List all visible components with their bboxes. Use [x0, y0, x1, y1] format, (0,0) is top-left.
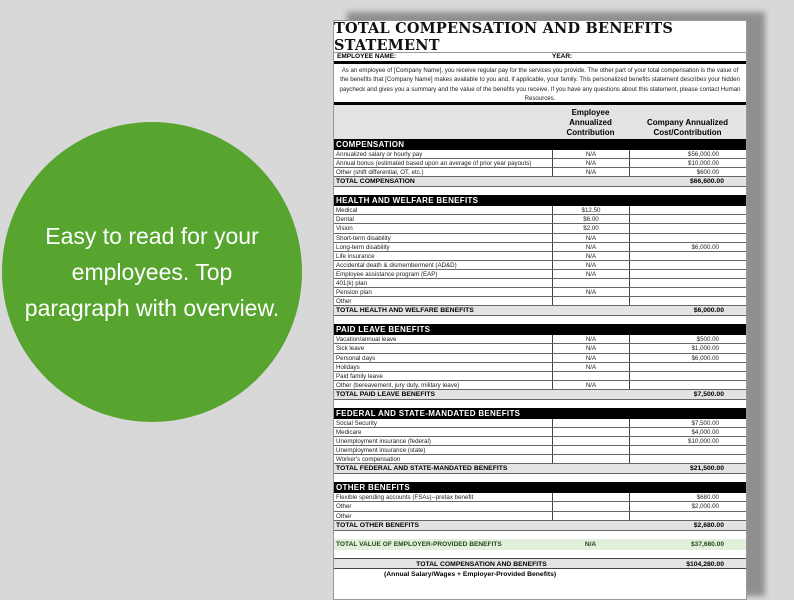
- employer-total-label: TOTAL VALUE OF EMPLOYER-PROVIDED BENEFITS: [336, 540, 502, 548]
- grand-total-row: [334, 558, 746, 569]
- section-total-row: [334, 177, 746, 187]
- employee-contribution: $12.50: [552, 206, 629, 214]
- employee-contribution: [552, 512, 629, 520]
- section-total-label: TOTAL FEDERAL AND STATE-MANDATED BENEFITS: [336, 465, 508, 473]
- section-header: PAID LEAVE BENEFITS: [334, 324, 746, 335]
- table-row: [334, 502, 746, 511]
- grand-total-value: $104,280.00: [686, 560, 724, 568]
- company-contribution: [629, 234, 746, 242]
- company-contribution: [629, 363, 746, 371]
- intro-paragraph: As an employee of [Company Name], you receive regular pay for the services you provide. The other part of your total compensation is the value of the benefits that [Company Name] makes available to you and, if applicable, your family. This personalized benefits statement describes your hidden paycheck and gives you a summary and the value of the benefits you receive. If you have any questions about this statement, please contact Human Resources.: [334, 64, 746, 105]
- employee-contribution: [552, 279, 629, 287]
- section-total-row: [334, 306, 746, 316]
- company-contribution: $600.00: [629, 168, 746, 176]
- company-contribution: [629, 455, 746, 463]
- row-label: Unemployment insurance (state): [336, 447, 426, 455]
- employee-contribution: [552, 372, 629, 380]
- employee-contribution: N/A: [552, 261, 629, 269]
- section-total-row: [334, 521, 746, 531]
- table-row: [334, 270, 746, 279]
- row-label: Other: [336, 503, 352, 511]
- row-label: Accidental death & dismemberment (AD&D): [336, 261, 457, 269]
- row-label: Other (shift differential, OT, etc.): [336, 169, 424, 177]
- row-label: Dental: [336, 216, 354, 224]
- company-contribution: [629, 297, 746, 305]
- row-label: Personal days: [336, 354, 376, 362]
- company-contribution-header: Company Annualized Cost/Contribution: [646, 118, 729, 137]
- row-label: Worker's compensation: [336, 456, 401, 464]
- table-row: [334, 297, 746, 306]
- row-label: Holidays: [336, 363, 360, 371]
- company-contribution: $2,000.00: [629, 502, 746, 510]
- company-contribution: [629, 288, 746, 296]
- employee-contribution: [552, 297, 629, 305]
- company-contribution: $4,000.00: [629, 428, 746, 436]
- row-label: Vacation/annual leave: [336, 336, 397, 344]
- company-contribution: $10,000.00: [629, 159, 746, 167]
- employee-contribution: [552, 493, 629, 501]
- employee-contribution: N/A: [552, 354, 629, 362]
- table-row: [334, 288, 746, 297]
- table-row: [334, 150, 746, 159]
- row-label: Paid family leave: [336, 372, 383, 380]
- row-label: Sick leave: [336, 345, 365, 353]
- row-label: 401(k) plan: [336, 280, 367, 288]
- company-contribution: [629, 261, 746, 269]
- table-row: [334, 215, 746, 224]
- section-header: COMPENSATION: [334, 139, 746, 150]
- row-label: Social Security: [336, 419, 377, 427]
- table-row: [334, 168, 746, 177]
- table-row: [334, 252, 746, 261]
- company-contribution: [629, 215, 746, 223]
- employee-contribution: [552, 502, 629, 510]
- employee-contribution: N/A: [552, 150, 629, 158]
- section-header: FEDERAL AND STATE-MANDATED BENEFITS: [334, 408, 746, 419]
- table-row: [334, 224, 746, 233]
- company-contribution: [629, 279, 746, 287]
- company-contribution: [629, 381, 746, 389]
- row-label: Other: [336, 512, 352, 520]
- row-label: Annual bonus (estimated based upon an average of prior year payouts): [336, 160, 532, 168]
- employee-name-label: EMPLOYEE NAME:: [337, 53, 397, 60]
- promo-circle: [2, 122, 302, 422]
- employee-contribution: [552, 419, 629, 427]
- employee-contribution: N/A: [552, 363, 629, 371]
- section-total-label: TOTAL COMPENSATION: [336, 178, 415, 186]
- row-label: Vision: [336, 225, 353, 233]
- company-contribution: $6,000.00: [629, 354, 746, 362]
- company-contribution: $56,000.00: [629, 150, 746, 158]
- grand-total-note: (Annual Salary/Wages + Employer-Provided Benefits): [384, 570, 557, 578]
- company-contribution: [629, 270, 746, 278]
- table-row: [334, 279, 746, 288]
- section-total-value: $66,600.00: [689, 178, 724, 186]
- table-row: [334, 354, 746, 363]
- row-label: Employee assistance program (EAP): [336, 270, 438, 278]
- table-row: [334, 372, 746, 381]
- row-label: Pension plan: [336, 289, 372, 297]
- employee-contribution: $2.00: [552, 224, 629, 232]
- table-row: [334, 344, 746, 353]
- table-row: [334, 159, 746, 168]
- table-row: [334, 437, 746, 446]
- row-label: Annualized salary or hourly pay: [336, 151, 423, 158]
- section-total-value: $6,000.00: [693, 307, 724, 315]
- employer-benefits-total-row: [334, 539, 746, 550]
- section-total-row: [334, 390, 746, 400]
- promo-text: Easy to read for your employees. Top paragraph with overview.: [24, 223, 280, 321]
- table-row: [334, 419, 746, 428]
- table-row: [334, 493, 746, 502]
- table-row: [334, 335, 746, 344]
- company-contribution: [629, 224, 746, 232]
- table-row: [334, 512, 746, 521]
- employee-contribution: [552, 446, 629, 454]
- section-header: OTHER BENEFITS: [334, 482, 746, 493]
- table-row: [334, 234, 746, 243]
- employee-contribution: N/A: [552, 252, 629, 260]
- employee-contribution: N/A: [552, 168, 629, 176]
- company-contribution: [629, 446, 746, 454]
- table-row: [334, 428, 746, 437]
- employee-contribution: [552, 437, 629, 445]
- row-label: Other (bereavement, jury duty, military leave): [336, 381, 460, 389]
- row-label: Medicare: [336, 428, 362, 436]
- row-label: Short-term disability: [336, 234, 391, 242]
- table-row: [334, 206, 746, 215]
- employee-contribution: N/A: [552, 159, 629, 167]
- grand-total-label: TOTAL COMPENSATION AND BENEFITS: [416, 560, 547, 568]
- employee-contribution: N/A: [552, 381, 629, 389]
- company-contribution: [629, 252, 746, 260]
- company-contribution: $10,000.00: [629, 437, 746, 445]
- employee-contribution: N/A: [552, 288, 629, 296]
- statement-title: TOTAL COMPENSATION AND BENEFITS STATEMENT: [334, 21, 746, 53]
- row-label: Other: [336, 298, 352, 306]
- table-row: [334, 363, 746, 372]
- section-total-value: $7,500.00: [693, 390, 724, 398]
- company-contribution: $680.00: [629, 493, 746, 501]
- company-contribution: $7,500.00: [629, 419, 746, 427]
- column-header-row: [334, 105, 746, 139]
- company-contribution: [629, 206, 746, 214]
- employee-contribution: N/A: [552, 335, 629, 343]
- company-contribution: $6,000.00: [629, 243, 746, 251]
- employee-contribution-header: Employee Annualized Contribution: [566, 108, 615, 137]
- row-label: Long-term disability: [336, 243, 390, 251]
- row-label: Medical: [336, 207, 358, 215]
- company-contribution: $500.00: [629, 335, 746, 343]
- company-contribution: $1,000.00: [629, 344, 746, 352]
- section-total-label: TOTAL PAID LEAVE BENEFITS: [336, 390, 436, 398]
- employee-contribution: N/A: [552, 234, 629, 242]
- company-contribution: [629, 372, 746, 380]
- row-label: Flexible spending accounts (FSAs)--pretax benefit: [336, 494, 474, 502]
- section-total-row: [334, 464, 746, 474]
- section-header: HEALTH AND WELFARE BENEFITS: [334, 195, 746, 206]
- table-row: [334, 446, 746, 455]
- year-label: YEAR:: [552, 53, 573, 60]
- employee-contribution: N/A: [552, 344, 629, 352]
- row-label: Life insurance: [336, 252, 375, 260]
- section-total-label: TOTAL OTHER BENEFITS: [336, 521, 420, 529]
- employee-contribution: [552, 455, 629, 463]
- statement-document: [333, 20, 747, 600]
- employee-info-row: [334, 53, 746, 64]
- employer-total-value: $37,680.00: [690, 540, 724, 548]
- company-contribution: [629, 512, 746, 520]
- section-total-value: $2,680.00: [693, 521, 724, 529]
- table-row: [334, 381, 746, 390]
- employee-contribution: [552, 428, 629, 436]
- employee-contribution: N/A: [552, 243, 629, 251]
- row-label: Unemployment insurance (federal): [336, 438, 431, 446]
- table-row: [334, 243, 746, 252]
- section-total-value: $21,500.00: [689, 465, 724, 473]
- benefit-sections: [334, 139, 746, 539]
- employee-contribution: N/A: [552, 270, 629, 278]
- table-row: [334, 261, 746, 270]
- employer-total-employee: N/A: [584, 540, 597, 548]
- employee-contribution: $6.00: [552, 215, 629, 223]
- section-total-label: TOTAL HEALTH AND WELFARE BENEFITS: [336, 307, 474, 315]
- table-row: [334, 455, 746, 464]
